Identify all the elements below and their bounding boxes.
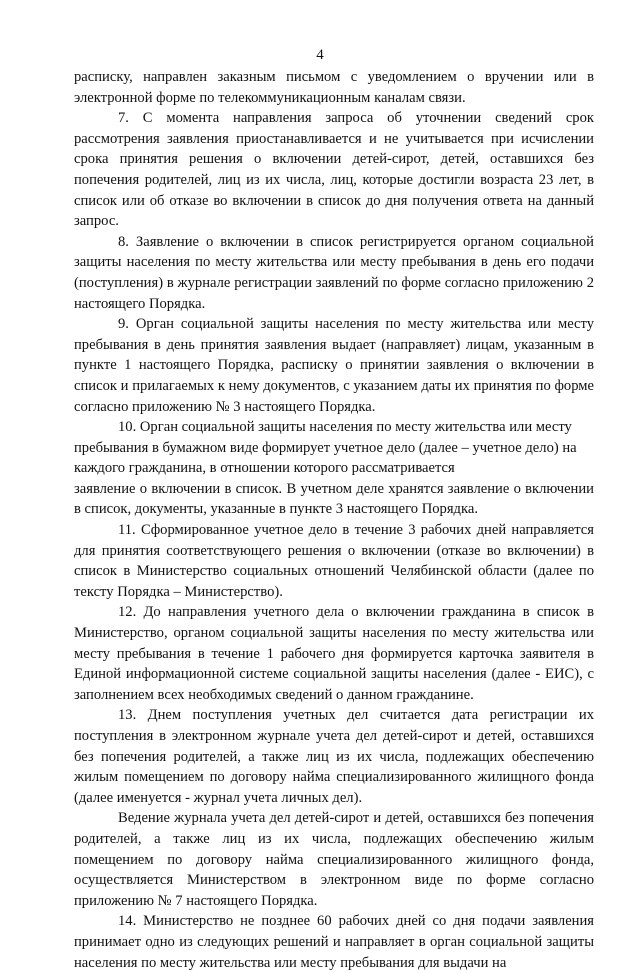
paragraph-13-journal: Ведение журнала учета дел детей-сирот и детей, оставшихся без попечения родителей, а также лиц из их числа, подлежащих обеспечению жилым помещением по договору найма специализированного жилищного фонда, осуществляется Министерством в электронном виде по форме согласно приложению № 7 настоящего Порядка.: [74, 810, 594, 909]
document-body: [74, 67, 594, 973]
paragraph-14: 14. Министерство не позднее 60 рабочих дней со дня подачи заявления принимает одно из следующих решений и направляет в орган социальной защиты населения по месту жительства или месту пребывания для выдачи на: [74, 913, 594, 971]
paragraph-7: 7. С момента направления запроса об уточнении сведений срок рассмотрения заявления приостанавливается и не учитывается при исчислении срока принятия решения о включении детей-сирот, детей, оставшихся без попечения родителей, лиц из их числа, лиц, которые достигли возраста 23 лет, в список или об отказе во включении в список до дня получения ответа на данный запрос.: [74, 110, 594, 230]
paragraph-11: 11. Сформированное учетное дело в течение 3 рабочих дней направляется для принятия соответствующего решения о включении (отказе во включении) в список в Министерство социальных отношений Челябинской области (далее по тексту Порядка – Министерство).: [74, 522, 594, 600]
paragraph-10-continued: заявление о включении в список. В учетном деле хранятся заявление о включении в список, документы, указанные в пункте 3 настоящего Порядка.: [74, 480, 594, 518]
paragraph-8: 8. Заявление о включении в список регистрируется органом социальной защиты населения по месту жительства или месту пребывания в день его подачи (поступления) в журнале регистрации заявлений по форме согласно приложению 2 настоящего Порядка.: [74, 233, 594, 312]
paragraph-9: 9. Орган социальной защиты населения по месту жительства или месту пребывания в день принятия заявления выдает (направляет) лицам, указанным в пункте 1 настоящего Порядка, расписку о принятии заявления о включении в список и прилагаемых к нему документов, с указанием даты их принятия по форме согласно приложению № 3 настоящего Порядка.: [74, 316, 594, 415]
paragraph-10: 10. Орган социальной защиты населения по месту жительства или месту пребывания в бумажном виде формирует учетное дело (далее – учетное дело) на каждого гражданина, в отношении которого рассматривается: [74, 419, 577, 477]
paragraph-13: 13. Днем поступления учетных дел считается дата регистрации их поступления в электронном журнале учета дел детей-сирот и детей, оставшихся без попечения родителей, а также лиц из их числа, подлежащих обеспечению жилым помещением по договору найма специализированного жилищного фонда (далее именуется - журнал учета личных дел).: [74, 707, 594, 806]
paragraph-12: 12. До направления учетного дела о включении гражданина в список в Министерство, органом социальной защиты населения по месту жительства или месту пребывания в течение 1 рабочего дня формируется карточка заявителя в Единой информационной системе социальной защиты населения (далее - ЕИС), с заполнением всех необходимых сведений о данном гражданине.: [74, 604, 594, 703]
paragraph-continuation: расписку, направлен заказным письмом с уведомлением о вручении или в электронной форме по телекоммуникационным каналам связи.: [74, 69, 594, 106]
page-number: 4: [316, 47, 324, 63]
